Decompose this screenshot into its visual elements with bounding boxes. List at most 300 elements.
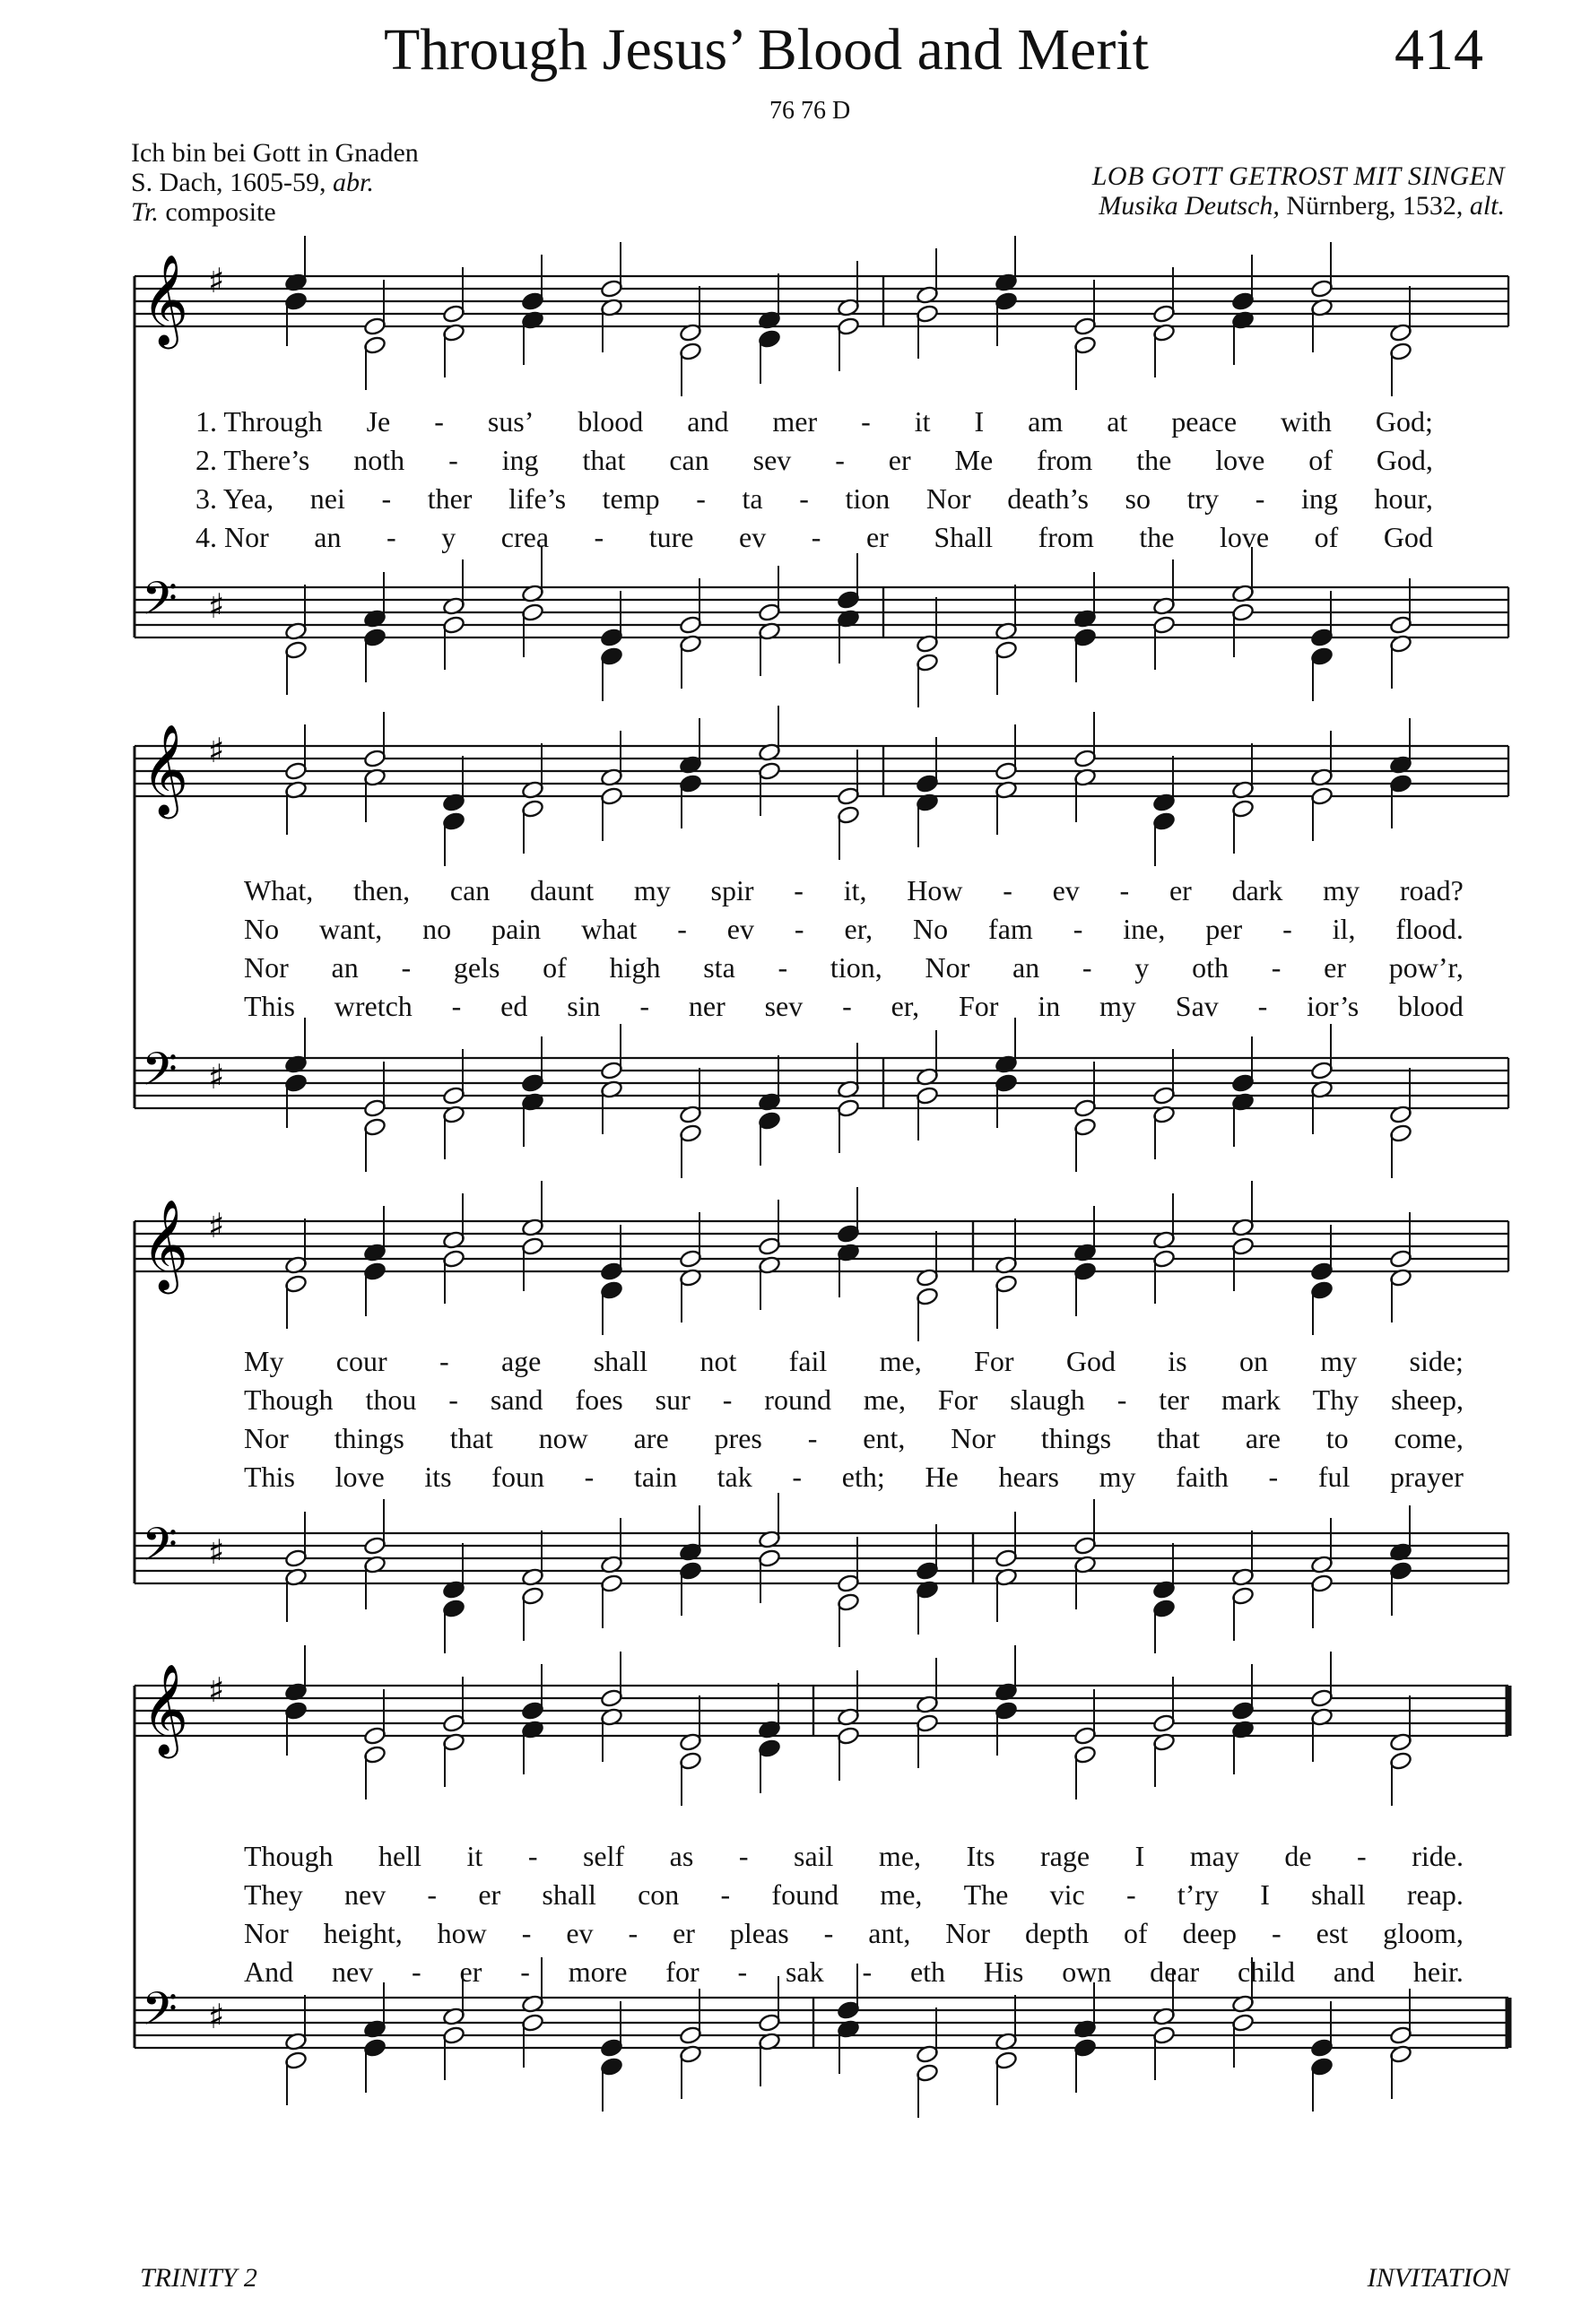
lyric-syllable: ther — [427, 482, 473, 515]
lyric-syllable: Nor — [925, 482, 971, 515]
lyric-syllable: pow’r, — [1388, 951, 1464, 984]
lyric-syllable: in — [1038, 990, 1061, 1022]
lyric-syllable: - — [520, 1955, 530, 1988]
sharp-key-signature-icon: ♯ — [208, 1206, 225, 1245]
lyric-syllable: er — [865, 521, 889, 553]
lyric-syllable: - — [1272, 1917, 1282, 1949]
lyric-syllable: t’ry — [1177, 1878, 1220, 1911]
lyric-syllable: God — [1383, 521, 1433, 553]
lyric-syllable: - — [1003, 874, 1012, 906]
lyric-syllable: ta — [742, 482, 763, 515]
lyric-syllable: My — [244, 1345, 284, 1377]
lyric-line-s4-v4 — [244, 1955, 1464, 1989]
lyric-syllable: its — [424, 1461, 452, 1493]
lyric-syllable: - — [778, 951, 788, 984]
lyric-syllable: ior’s — [1307, 990, 1360, 1022]
lyric-syllable: God, — [1376, 444, 1433, 476]
lyric-syllable: Me — [954, 444, 994, 476]
lyric-syllable: depth — [1024, 1917, 1090, 1949]
lyric-syllable: life’s — [508, 482, 567, 515]
lyric-syllable: as — [669, 1840, 694, 1872]
lyric-line-s2-v3 — [244, 951, 1464, 984]
lyric-syllable: - — [811, 521, 821, 553]
lyric-syllable: sin — [567, 990, 601, 1022]
lyric-line-s2-v2 — [244, 913, 1464, 946]
lyric-syllable: ev — [739, 521, 767, 553]
lyric-syllable: ture — [648, 521, 694, 553]
lyric-syllable: blood — [578, 405, 644, 438]
lyric-syllable: Thy — [1312, 1383, 1360, 1416]
lyric-syllable: tion — [845, 482, 891, 515]
lyric-line-s1-v1 — [195, 405, 1433, 438]
lyric-syllable: de — [1284, 1840, 1312, 1872]
lyric-syllable: er — [478, 1878, 501, 1911]
lyric-syllable: to — [1325, 1422, 1349, 1454]
lyric-syllable: - — [720, 1878, 731, 1911]
lyric-syllable: eth; — [841, 1461, 885, 1493]
lyric-syllable: - — [794, 874, 804, 906]
lyric-line-s3-v1 — [244, 1345, 1464, 1378]
lyric-syllable: are — [633, 1422, 669, 1454]
lyric-syllable: of — [1124, 1917, 1148, 1949]
lyric-syllable: eth — [909, 1955, 946, 1988]
lyric-syllable: Nor — [925, 951, 970, 984]
lyric-syllable: - — [823, 1917, 834, 1949]
lyric-line-s1-v2 — [195, 444, 1433, 477]
lyric-syllable: - — [381, 482, 392, 515]
lyric-syllable: - — [794, 913, 804, 945]
lyric-syllable: - — [527, 1840, 538, 1872]
bass-staff-4 — [135, 1981, 1508, 2048]
lyric-syllable: - — [434, 405, 444, 438]
lyric-syllable: hour, — [1374, 482, 1433, 515]
lyric-line-s1-v4 — [195, 521, 1433, 554]
lyric-syllable: Nor — [951, 1422, 995, 1454]
lyric-syllable: prayer — [1390, 1461, 1464, 1493]
lyric-syllable: sus’ — [487, 405, 534, 438]
lyric-syllable: And — [244, 1955, 294, 1988]
lyric-syllable: no — [422, 913, 452, 945]
lyric-syllable: sur — [655, 1383, 691, 1416]
lyric-syllable: ed — [500, 990, 528, 1022]
bass-clef-icon: 𝄢 — [142, 1517, 178, 1583]
lyric-syllable: temp — [602, 482, 660, 515]
lyric-syllable: cour — [335, 1345, 387, 1377]
lyric-syllable: shall — [542, 1878, 596, 1911]
lyric-syllable: ner — [688, 990, 725, 1022]
sharp-key-signature-icon: ♯ — [208, 1532, 225, 1572]
lyric-syllable: not — [699, 1345, 737, 1377]
lyric-syllable: what — [581, 913, 638, 945]
lyric-syllable: death’s — [1007, 482, 1089, 515]
lyric-syllable: Nor — [945, 1917, 991, 1949]
lyric-syllable: foes — [575, 1383, 623, 1416]
lyric-syllable: - — [584, 1461, 595, 1493]
lyric-syllable: ev — [1052, 874, 1080, 906]
lyric-syllable: sail — [793, 1840, 834, 1872]
lyric-syllable: own — [1062, 1955, 1112, 1988]
author-name: S. Dach, 1605-59, — [131, 168, 333, 197]
treble-notes-4 — [284, 1645, 1412, 1806]
lyric-syllable: of — [543, 951, 567, 984]
lyric-syllable: - — [835, 444, 845, 476]
lyric-syllable: 2. There’s — [195, 444, 310, 476]
lyric-syllable: - — [448, 1383, 458, 1416]
lyric-syllable: it — [914, 405, 931, 438]
lyric-syllable: an — [331, 951, 359, 984]
lyric-syllable: er, — [891, 990, 920, 1022]
lyric-syllable: love — [1220, 521, 1270, 553]
lyric-syllable: Nor — [244, 1422, 289, 1454]
lyric-syllable: nev — [343, 1878, 387, 1911]
lyric-syllable: ride. — [1412, 1840, 1464, 1872]
lyric-syllable: - — [594, 521, 604, 553]
lyric-syllable: hell — [378, 1840, 422, 1872]
lyric-syllable: pres — [714, 1422, 762, 1454]
lyric-syllable: y — [441, 521, 456, 553]
lyric-syllable: er — [673, 1917, 695, 1949]
lyric-syllable: For — [937, 1383, 978, 1416]
lyric-syllable: - — [412, 1955, 421, 1988]
lyric-syllable: am — [1028, 405, 1064, 438]
lyric-syllable: - — [722, 1383, 733, 1416]
treble-staff-4 — [135, 1662, 1508, 1759]
lyric-syllable: at — [1107, 405, 1128, 438]
lyric-syllable: me, — [863, 1383, 906, 1416]
lyric-syllable: nei — [309, 482, 345, 515]
lyric-syllable: me, — [880, 1878, 923, 1911]
lyric-syllable: tain — [633, 1461, 677, 1493]
lyric-syllable: of — [1308, 444, 1333, 476]
bass-clef-icon: 𝄢 — [142, 571, 178, 637]
hymn-title: Through Jesus’ Blood and Merit — [384, 17, 1150, 82]
lyric-syllable: vic — [1049, 1878, 1085, 1911]
lyric-syllable: ev — [566, 1917, 594, 1949]
lyric-syllable: I — [1134, 1840, 1145, 1872]
lyric-syllable: - — [427, 1878, 438, 1911]
lyric-syllable: that — [582, 444, 626, 476]
treble-clef-icon: 𝄞 — [142, 1198, 189, 1290]
lyric-syllable: Shall — [934, 521, 994, 553]
lyric-syllable: child — [1238, 1955, 1296, 1988]
lyric-syllable: daunt — [530, 874, 595, 906]
lyric-syllable: ev — [726, 913, 754, 945]
lyric-syllable: - — [628, 1917, 639, 1949]
lyric-syllable: and — [687, 405, 729, 438]
lyric-syllable: - — [1357, 1840, 1367, 1872]
lyric-syllable: then, — [353, 874, 411, 906]
sharp-key-signature-icon: ♯ — [208, 1057, 225, 1097]
lyric-syllable: thou — [365, 1383, 417, 1416]
category-footer: INVITATION — [1367, 2263, 1509, 2293]
lyric-syllable: sand — [490, 1383, 543, 1416]
lyric-syllable: He — [925, 1461, 959, 1493]
lyric-syllable: the — [1136, 444, 1172, 476]
lyric-syllable: est — [1316, 1917, 1349, 1949]
lyric-syllable: No — [244, 913, 280, 945]
lyric-syllable: Nor — [244, 1917, 289, 1949]
original-text-title: Ich bin bei Gott in Gnaden — [131, 138, 419, 168]
lyric-syllable: it — [466, 1840, 483, 1872]
lyric-syllable: fail — [788, 1345, 828, 1377]
lyric-syllable: er — [1324, 951, 1346, 984]
lyric-syllable: What, — [244, 874, 314, 906]
lyric-syllable: shall — [593, 1345, 648, 1377]
lyric-syllable: Je — [366, 405, 391, 438]
lyric-syllable: 3. Yea, — [195, 482, 274, 515]
lyric-syllable: slaugh — [1010, 1383, 1085, 1416]
lyric-syllable: - — [737, 1955, 748, 1988]
lyric-syllable: that — [1156, 1422, 1200, 1454]
lyric-syllable: spir — [710, 874, 754, 906]
lyric-syllable: God; — [1375, 405, 1433, 438]
lyric-syllable: ing — [1300, 482, 1338, 515]
lyric-syllable: y — [1134, 951, 1150, 984]
lyric-syllable: No — [913, 913, 949, 945]
lyric-syllable: - — [401, 951, 412, 984]
lyric-syllable: sta — [703, 951, 735, 984]
lyric-syllable: an — [314, 521, 342, 553]
lyric-syllable: - — [387, 521, 396, 553]
lyric-syllable: found — [771, 1878, 839, 1911]
lyric-syllable: er, — [844, 913, 873, 945]
lyric-syllable: crea — [500, 521, 550, 553]
lyric-syllable: on — [1238, 1345, 1268, 1377]
lyric-syllable: my — [1099, 1461, 1136, 1493]
abridged-note: abr. — [332, 168, 374, 197]
lyric-line-s1-v3 — [195, 482, 1433, 516]
sharp-key-signature-icon: ♯ — [208, 586, 225, 626]
lyric-syllable: come, — [1394, 1422, 1464, 1454]
lyric-syllable: so — [1125, 482, 1151, 515]
lyric-syllable: gels — [453, 951, 500, 984]
lyric-syllable: - — [1082, 951, 1092, 984]
translator-abbrev: Tr. — [131, 197, 159, 227]
lyric-syllable: things — [1040, 1422, 1112, 1454]
sharp-key-signature-icon: ♯ — [208, 731, 225, 770]
lyric-syllable: more — [568, 1955, 628, 1988]
lyric-syllable: noth — [353, 444, 405, 476]
lyric-syllable: from — [1037, 444, 1093, 476]
lyric-syllable: - — [439, 1345, 449, 1377]
lyric-syllable: from — [1038, 521, 1094, 553]
lyric-syllable: round — [764, 1383, 831, 1416]
lyric-syllable: shall — [1311, 1878, 1366, 1911]
lyric-syllable: - — [1255, 482, 1265, 515]
lyric-syllable: my — [1320, 1345, 1358, 1377]
lyric-syllable: tion, — [830, 951, 882, 984]
lyric-syllable: oth — [1192, 951, 1229, 984]
lyric-syllable: me, — [878, 1840, 922, 1872]
lyric-syllable: - — [842, 990, 852, 1022]
lyric-line-s3-v2 — [244, 1383, 1464, 1417]
lyric-syllable: gloom, — [1383, 1917, 1464, 1949]
lyric-syllable: high — [609, 951, 661, 984]
lyric-line-s3-v3 — [244, 1422, 1464, 1455]
season-footer: TRINITY 2 — [140, 2263, 257, 2293]
sharp-key-signature-icon: ♯ — [208, 1670, 225, 1710]
lyric-syllable: er — [1169, 874, 1192, 906]
lyric-syllable: me, — [879, 1345, 922, 1377]
lyric-syllable: sak — [785, 1955, 824, 1988]
lyric-syllable: reap. — [1406, 1878, 1464, 1911]
lyric-syllable: - — [451, 990, 462, 1022]
lyric-syllable: try — [1186, 482, 1220, 515]
lyric-syllable: 4. Nor — [195, 521, 269, 553]
lyric-syllable: er — [459, 1955, 482, 1988]
lyric-syllable: an — [1012, 951, 1040, 984]
lyric-syllable: how — [437, 1917, 487, 1949]
treble-clef-icon: 𝄞 — [142, 723, 189, 815]
lyric-syllable: love — [1215, 444, 1265, 476]
lyric-syllable: - — [807, 1422, 818, 1454]
lyric-syllable: - — [639, 990, 650, 1022]
lyric-syllable: This — [244, 1461, 295, 1493]
lyric-syllable: - — [1125, 1878, 1136, 1911]
lyric-syllable: of — [1314, 521, 1339, 553]
lyric-syllable: Sav — [1175, 990, 1219, 1022]
lyric-syllable: I — [1260, 1878, 1270, 1911]
lyric-syllable: Its — [966, 1840, 995, 1872]
meter: 76 76 D — [769, 97, 851, 125]
lyric-syllable: - — [1268, 1461, 1279, 1493]
lyric-line-s4-v1 — [244, 1840, 1464, 1873]
tune-source-place: Nürnberg, 1532, — [1279, 191, 1470, 221]
lyric-syllable: - — [861, 405, 871, 438]
lyric-syllable: self — [582, 1840, 625, 1872]
lyric-line-s2-v1 — [244, 874, 1464, 907]
lyric-syllable: dark — [1231, 874, 1283, 906]
lyric-syllable: height, — [323, 1917, 403, 1949]
hymn-number: 414 — [1395, 17, 1483, 82]
lyric-syllable: for — [665, 1955, 699, 1988]
lyric-syllable: er — [888, 444, 911, 476]
lyric-syllable: - — [799, 482, 809, 515]
lyric-syllable: - — [1257, 990, 1268, 1022]
lyric-syllable: rage — [1040, 1840, 1090, 1872]
lyric-syllable: peace — [1171, 405, 1238, 438]
lyric-syllable: heir. — [1412, 1955, 1464, 1988]
treble-clef-icon: 𝄞 — [142, 1662, 189, 1755]
lyric-syllable: - — [677, 913, 687, 945]
lyric-syllable: ing — [501, 444, 539, 476]
lyric-syllable: 1. Through — [195, 405, 323, 438]
lyric-syllable: per — [1205, 913, 1243, 945]
lyric-syllable: tak — [717, 1461, 752, 1493]
lyric-syllable: sheep, — [1391, 1383, 1464, 1416]
lyric-syllable: can — [449, 874, 491, 906]
lyric-syllable: God — [1065, 1345, 1116, 1377]
lyric-syllable: hears — [998, 1461, 1059, 1493]
lyric-syllable: pain — [491, 913, 542, 945]
lyric-syllable: it, — [843, 874, 867, 906]
lyric-syllable: dear — [1150, 1955, 1200, 1988]
bass-clef-icon: 𝄢 — [142, 1981, 178, 2047]
lyric-syllable: sev — [752, 444, 792, 476]
tune-source-alt: alt. — [1469, 191, 1505, 221]
lyric-syllable: mer — [772, 405, 818, 438]
lyric-syllable: - — [1271, 951, 1282, 984]
lyric-syllable: ful — [1317, 1461, 1351, 1493]
lyric-syllable: Though — [244, 1383, 334, 1416]
lyric-syllable: con — [638, 1878, 680, 1911]
lyric-syllable: ine, — [1123, 913, 1166, 945]
lyric-syllable: ter — [1159, 1383, 1190, 1416]
lyric-syllable: il, — [1332, 913, 1356, 945]
tune-source-title: Musika Deutsch, — [1099, 191, 1280, 221]
lyric-syllable: the — [1139, 521, 1175, 553]
bass-clef-icon: 𝄢 — [142, 1042, 178, 1107]
lyric-syllable: age — [500, 1345, 542, 1377]
lyric-syllable: are — [1245, 1422, 1281, 1454]
lyric-syllable: - — [521, 1917, 532, 1949]
lyric-line-s4-v2 — [244, 1878, 1464, 1912]
lyric-syllable: deep — [1182, 1917, 1238, 1949]
lyric-syllable: mark — [1221, 1383, 1281, 1416]
lyric-syllable: my — [1323, 874, 1360, 906]
lyric-syllable: flood. — [1395, 913, 1464, 945]
lyric-line-s2-v4 — [244, 990, 1464, 1023]
lyric-syllable: nev — [331, 1955, 374, 1988]
lyric-syllable: now — [538, 1422, 588, 1454]
lyric-syllable: Though — [244, 1840, 334, 1872]
lyric-syllable: His — [983, 1955, 1024, 1988]
lyric-line-s4-v3 — [244, 1917, 1464, 1950]
lyric-syllable: my — [1099, 990, 1136, 1022]
lyric-syllable: with — [1281, 405, 1332, 438]
lyric-line-s3-v4 — [244, 1461, 1464, 1494]
lyric-syllable: faith — [1176, 1461, 1229, 1493]
lyric-syllable: foun — [491, 1461, 544, 1493]
lyric-syllable: This — [244, 990, 295, 1022]
lyric-syllable: They — [244, 1878, 303, 1911]
lyric-syllable: - — [696, 482, 706, 515]
lyric-syllable: How — [907, 874, 963, 906]
lyric-syllable: ent, — [863, 1422, 906, 1454]
lyric-syllable: my — [633, 874, 671, 906]
lyric-syllable: - — [1119, 874, 1130, 906]
lyric-syllable: - — [1116, 1383, 1127, 1416]
lyric-syllable: For — [959, 990, 999, 1022]
lyric-syllable: - — [1282, 913, 1292, 945]
lyric-syllable: side; — [1409, 1345, 1464, 1377]
lyric-syllable: For — [974, 1345, 1014, 1377]
lyric-syllable: wretch — [334, 990, 413, 1022]
lyric-syllable: want, — [319, 913, 383, 945]
lyric-syllable: pleas — [729, 1917, 789, 1949]
lyric-syllable: - — [1073, 913, 1083, 945]
lyric-syllable: may — [1189, 1840, 1239, 1872]
lyric-syllable: sev — [764, 990, 804, 1022]
lyric-syllable: - — [862, 1955, 873, 1988]
lyric-syllable: - — [738, 1840, 749, 1872]
lyric-syllable: ant, — [868, 1917, 911, 1949]
lyric-syllable: Nor — [244, 951, 289, 984]
lyric-syllable: I — [974, 405, 985, 438]
lyric-syllable: is — [1168, 1345, 1187, 1377]
lyric-syllable: can — [669, 444, 709, 476]
lyric-syllable: love — [335, 1461, 385, 1493]
lyric-syllable: fam — [988, 913, 1033, 945]
treble-clef-icon: 𝄞 — [142, 253, 189, 345]
lyric-syllable: The — [963, 1878, 1009, 1911]
translator-name: composite — [158, 197, 276, 227]
lyric-syllable: that — [449, 1422, 493, 1454]
lyric-syllable: - — [448, 444, 458, 476]
lyric-syllable: - — [792, 1461, 803, 1493]
lyric-syllable: road? — [1399, 874, 1464, 906]
tune-name: LOB GOTT GETROST MIT SINGEN — [1091, 161, 1505, 191]
